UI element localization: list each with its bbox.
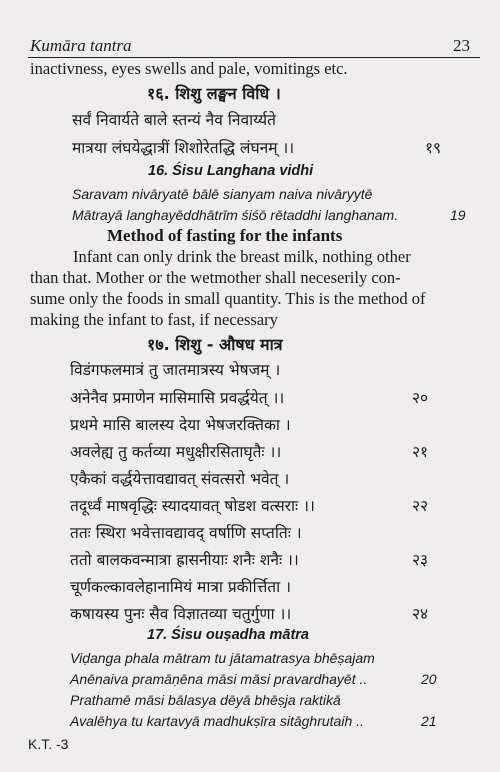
footer-signature-mark: K.T. -3 xyxy=(28,736,69,752)
paragraph-line-2: than that. Mother or the wetmother shall neceserily con- xyxy=(30,268,401,287)
translit-line: Prathamē māsi bālasya dēyā bhēṣja raktikā xyxy=(70,692,341,708)
section-17-heading-devanagari: १७. शिशु - औषध मात्र xyxy=(147,335,283,354)
translit-19-line-1: Saravam nivāryatē bālē sianyam naiva nivāryytē xyxy=(72,186,373,202)
verse-line: अनेनैव प्रमाणेन मासिमासि प्रवर्द्धयेत् ।। xyxy=(70,389,285,407)
section-16-heading-devanagari: १६. शिशु लङ्घन विधि । xyxy=(147,84,281,103)
header-rule xyxy=(28,57,480,58)
running-header-title: Kumāra tantra xyxy=(30,36,132,55)
paragraph-line-3: sume only the foods in small quantity. This is the method of xyxy=(30,289,426,308)
verse-number-22: २२ xyxy=(412,497,429,515)
paragraph-line-4: making the infant to fast, if necessary xyxy=(30,310,278,329)
verse-line: विडंगफलमात्रं तु जातमात्रस्य भेषजम् । xyxy=(70,361,281,379)
verse-19-line-2: मात्रया लंघयेद्धात्रीं शिशोरेतद्धि लंघनम् ।। xyxy=(72,139,295,157)
verse-number-21: २१ xyxy=(412,443,429,461)
verse-number-19: १९ xyxy=(425,139,442,157)
translit-line: Avalēhya tu kartavyā madhukṣīra sitāghrutaih .. xyxy=(70,713,364,729)
translit-line: Anēnaiva pramāṇēna māsi māsi pravardhayēt .. xyxy=(70,671,368,687)
translit-line: Viḍanga phala mātram tu jātamatrasya bhēṣajam xyxy=(70,650,375,666)
paragraph-line-1: Infant can only drink the breast milk, nothing other xyxy=(73,247,411,266)
verse-number-23: २३ xyxy=(412,551,429,569)
verse-number-24: २४ xyxy=(412,605,429,623)
translit-number-21: 21 xyxy=(421,713,437,729)
verse-number-20: २० xyxy=(412,389,429,407)
translit-19-line-2: Mātrayā langhayēddhātrīm śiśō rētaddhi langhanam. xyxy=(72,207,399,223)
verse-19-line-1: सर्वं निवार्यते बाले स्तन्यं नैव निवार्य्यते xyxy=(72,111,276,129)
verse-line: ततो बालकवन्मात्रा ह्रासनीयाः शनैः शनैः ।। xyxy=(70,551,299,569)
section-17-heading-translit: 17. Śisu ouṣadha mātra xyxy=(147,627,309,643)
translit-number-19: 19 xyxy=(450,207,466,223)
section-16-heading-translit: 16. Śisu Langhana vidhi xyxy=(148,163,314,179)
verse-line: कषायस्य पुनः सैव विज्ञातव्या चतुर्गुणा ।। xyxy=(70,605,292,623)
verse-line: अवलेह्य तु कर्तव्या मधुक्षीरसिताघृतैः ।। xyxy=(70,443,282,461)
verse-line: एकैकां वर्द्धयेत्तावद्यावत् संवत्सरो भवेत् । xyxy=(70,470,290,488)
verse-line: तदूर्ध्वं माषवृद्धिः स्यादयावत् षोडश वत्सराः ।। xyxy=(70,497,315,515)
subheading-method-of-fasting: Method of fasting for the infants xyxy=(107,226,343,245)
intro-line: inactivness, eyes swells and pale, vomitings etc. xyxy=(30,59,348,78)
verse-line: प्रथमे मासि बालस्य देया भेषजरक्तिका । xyxy=(70,416,291,434)
verse-line: ततः स्थिरा भवेत्तावद्यावद् वर्षाणि सप्ततिः । xyxy=(70,524,302,542)
page-number: 23 xyxy=(453,36,470,55)
translit-number-20: 20 xyxy=(421,671,437,687)
verse-line: चूर्णकल्कावलेहानामियं मात्रा प्रकीर्त्तिता । xyxy=(70,578,291,596)
